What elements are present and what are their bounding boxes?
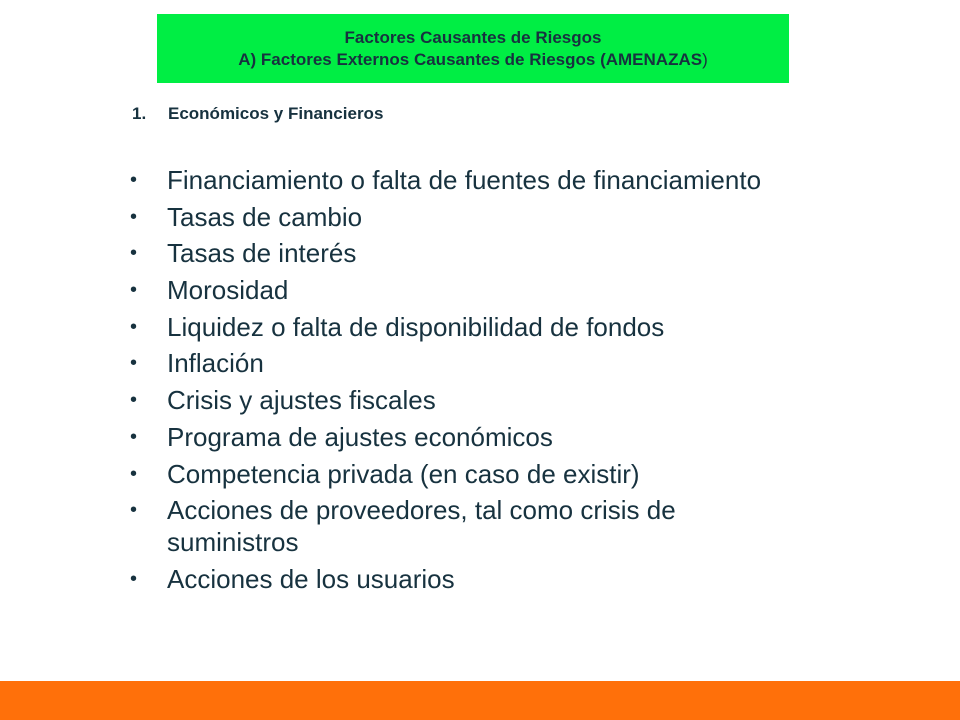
title-line-2 (238, 49, 708, 71)
bullet-item (130, 311, 770, 343)
section-label: Económicos y Financieros (168, 104, 384, 123)
section-heading (132, 104, 383, 124)
bullet-item (130, 384, 770, 416)
bullet-text: Programa de ajustes económicos (167, 421, 553, 452)
bullet-item (130, 421, 770, 453)
bullet-dot-icon: • (130, 352, 138, 375)
bullet-item (130, 164, 770, 196)
title-box (157, 14, 789, 83)
bullet-text: Acciones de los usuarios (167, 563, 455, 594)
bullet-list (130, 164, 770, 600)
bullet-dot-icon: • (130, 567, 138, 590)
bullet-item (130, 201, 770, 233)
bullet-text: Financiamiento o falta de fuentes de financiamiento (167, 165, 762, 195)
section-number: 1. (132, 104, 147, 123)
footer-bar (0, 681, 960, 720)
title-line-1: Factores Causantes de Riesgos (344, 27, 602, 47)
bullet-text: Competencia privada (en caso de existir) (167, 458, 640, 489)
bullet-dot-icon: • (130, 279, 138, 302)
bullet-text: Acciones de proveedores, tal como crisis de suministros (167, 495, 676, 558)
title-line-2-closing-paren: ) (702, 49, 708, 69)
bullet-dot-icon: • (130, 169, 138, 191)
bullet-text: Inflación (167, 348, 264, 379)
bullet-dot-icon: • (130, 242, 138, 265)
bullet-text: Morosidad (167, 275, 289, 306)
bullet-text: Liquidez o falta de disponibilidad de fondos (167, 311, 665, 342)
bullet-item (130, 274, 770, 306)
bullet-text: Tasas de interés (167, 238, 357, 269)
bullet-item (130, 347, 770, 379)
bullet-item (130, 237, 770, 269)
bullet-dot-icon: • (130, 315, 138, 338)
bullet-text: Tasas de cambio (167, 201, 363, 232)
bullet-text: Crisis y ajustes fiscales (167, 385, 436, 416)
bullet-dot-icon: • (130, 499, 138, 522)
title-line-2-text: A) Factores Externos Causantes de Riesgos (AMENAZAS (238, 49, 703, 69)
bullet-item (130, 458, 770, 490)
bullet-dot-icon: • (130, 462, 138, 485)
bullet-dot-icon: • (130, 389, 138, 412)
bullet-dot-icon: • (130, 425, 138, 448)
bullet-dot-icon: • (130, 205, 138, 228)
bullet-item (130, 563, 770, 595)
bullet-item (130, 494, 770, 558)
